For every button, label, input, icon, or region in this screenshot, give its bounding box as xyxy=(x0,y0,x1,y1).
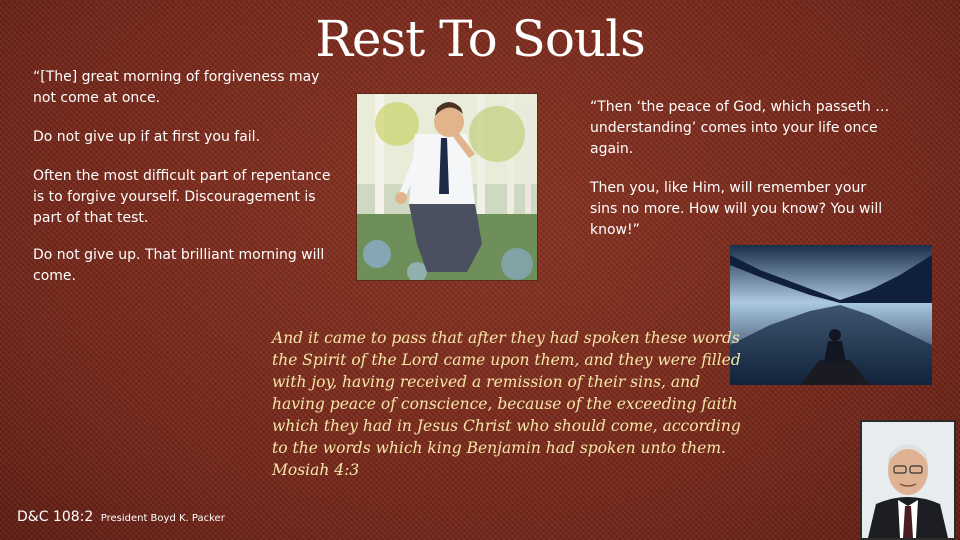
footer-attribution: President Boyd K. Packer xyxy=(100,513,225,524)
portrait-image xyxy=(860,420,956,540)
right-quote-paragraph-2: Then you, like Him, will remember your sins no more. How will you know? You will know!” xyxy=(590,180,883,238)
left-quote-paragraph-2: Do not give up if at first you fail. xyxy=(33,129,261,145)
left-quote xyxy=(33,67,343,305)
right-quote xyxy=(590,97,895,259)
scripture-text: And it came to pass that after they had spoken these words the Spirit of the Lord came upon them, and they were filled with joy, having received a remission of their sins, and having peace of conscience, because of the exceeding faith which they had in Jesus Christ who should come, according to the words which king Benjamin had spoken unto them. xyxy=(272,329,741,457)
left-quote-paragraph-1: “[The] great morning of forgiveness may not come at once. xyxy=(33,69,320,106)
prayer-image xyxy=(356,93,538,281)
footer xyxy=(17,509,225,525)
slide-title: Rest To Souls xyxy=(315,10,645,68)
footer-reference: D&C 108:2 xyxy=(17,509,94,525)
right-quote-paragraph-1: “Then ‘the peace of God, which passeth … understanding’ comes into your life once again. xyxy=(590,99,890,157)
lake-image xyxy=(730,245,932,385)
scripture-reference: Mosiah 4:3 xyxy=(272,461,360,479)
scripture-passage xyxy=(272,327,752,481)
left-quote-paragraph-3: Often the most difficult part of repentance is to forgive yourself. Discouragement is part of that test. xyxy=(33,168,331,226)
left-quote-paragraph-4: Do not give up. That brilliant morning will come. xyxy=(33,247,325,284)
